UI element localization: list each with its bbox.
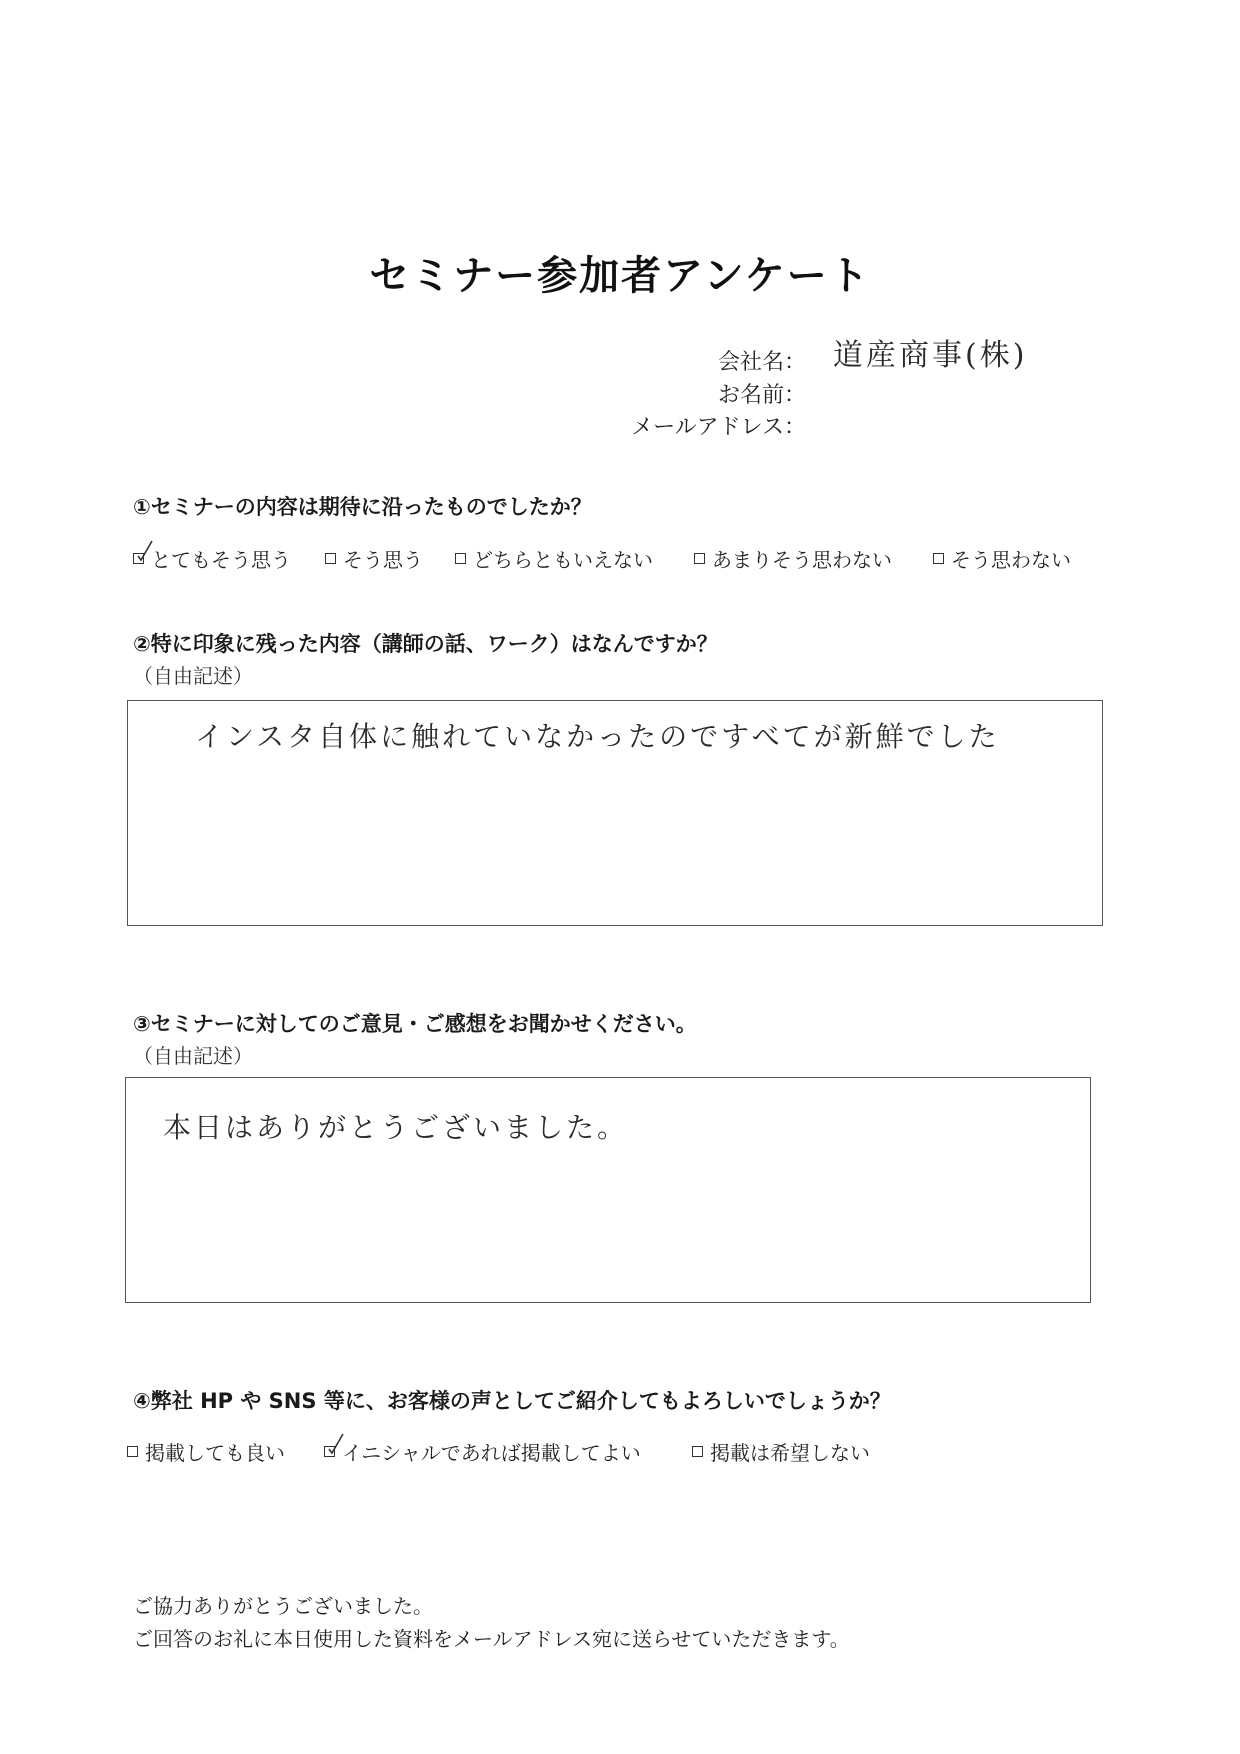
q4-question: ④弊社 HP や SNS 等に、お客様の声としてご紹介してもよろしいでしょうか？ bbox=[133, 1389, 891, 1413]
company-label: 会社名： bbox=[717, 350, 806, 375]
q1-option-label: とてもそう思う bbox=[151, 548, 291, 572]
q3-answer-box[interactable] bbox=[125, 1077, 1091, 1303]
q4-option-label: 掲載は希望しない bbox=[710, 1441, 870, 1465]
q1-option-label: そう思う bbox=[343, 548, 423, 572]
checkbox[interactable] bbox=[933, 553, 944, 564]
q4-option-3[interactable] bbox=[692, 1437, 870, 1466]
q3-note: （自由記述） bbox=[133, 1044, 253, 1068]
q2-answer-box[interactable] bbox=[127, 700, 1103, 926]
name-label: お名前： bbox=[717, 383, 806, 408]
checkbox[interactable] bbox=[127, 1446, 138, 1457]
q2-question: ②特に印象に残った内容（講師の話、ワーク）はなんですか？ bbox=[133, 632, 718, 656]
q1-option-label: そう思わない bbox=[951, 548, 1071, 572]
q1-option-label: あまりそう思わない bbox=[712, 548, 892, 572]
q1-option-2[interactable] bbox=[325, 544, 423, 573]
q1-option-4[interactable] bbox=[694, 544, 892, 573]
q4-option-label: イニシャルであれば掲載してよい bbox=[342, 1441, 641, 1465]
footer-note: ご回答のお礼に本日使用した資料をメールアドレス宛に送らせていただきます。 bbox=[133, 1627, 850, 1651]
q1-option-label: どちらともいえない bbox=[473, 548, 653, 572]
checkbox[interactable] bbox=[694, 553, 705, 564]
email-label: メールアドレス： bbox=[631, 415, 806, 440]
page-title: セミナー参加者アンケート bbox=[369, 253, 871, 299]
q1-option-5[interactable] bbox=[933, 544, 1071, 573]
q3-question: ③セミナーに対してのご意見・ご感想をお聞かせください。 bbox=[133, 1012, 697, 1036]
checkbox-checked[interactable] bbox=[133, 553, 144, 564]
checkbox-checked[interactable] bbox=[324, 1446, 335, 1457]
q3-answer-text: 本日はありがとうございました。 bbox=[163, 1111, 629, 1144]
q2-note: （自由記述） bbox=[133, 664, 253, 688]
q1-question: ①セミナーの内容は期待に沿ったものでしたか？ bbox=[133, 495, 592, 519]
q2-answer-text: インスタ自体に触れていなかったのですべてが新鮮でした bbox=[195, 720, 1000, 753]
q1-option-1[interactable] bbox=[133, 544, 291, 573]
checkbox[interactable] bbox=[455, 553, 466, 564]
checkmark-icon bbox=[328, 1433, 344, 1455]
q4-option-1[interactable] bbox=[127, 1437, 285, 1466]
company-value[interactable]: 道産商事(株) bbox=[833, 338, 1028, 373]
q1-option-3[interactable] bbox=[455, 544, 653, 573]
footer-thanks: ご協力ありがとうございました。 bbox=[133, 1594, 433, 1618]
checkbox[interactable] bbox=[692, 1446, 703, 1457]
checkmark-icon bbox=[137, 540, 153, 562]
q4-option-label: 掲載しても良い bbox=[145, 1441, 285, 1465]
checkbox[interactable] bbox=[325, 553, 336, 564]
q4-option-2[interactable] bbox=[324, 1437, 641, 1466]
